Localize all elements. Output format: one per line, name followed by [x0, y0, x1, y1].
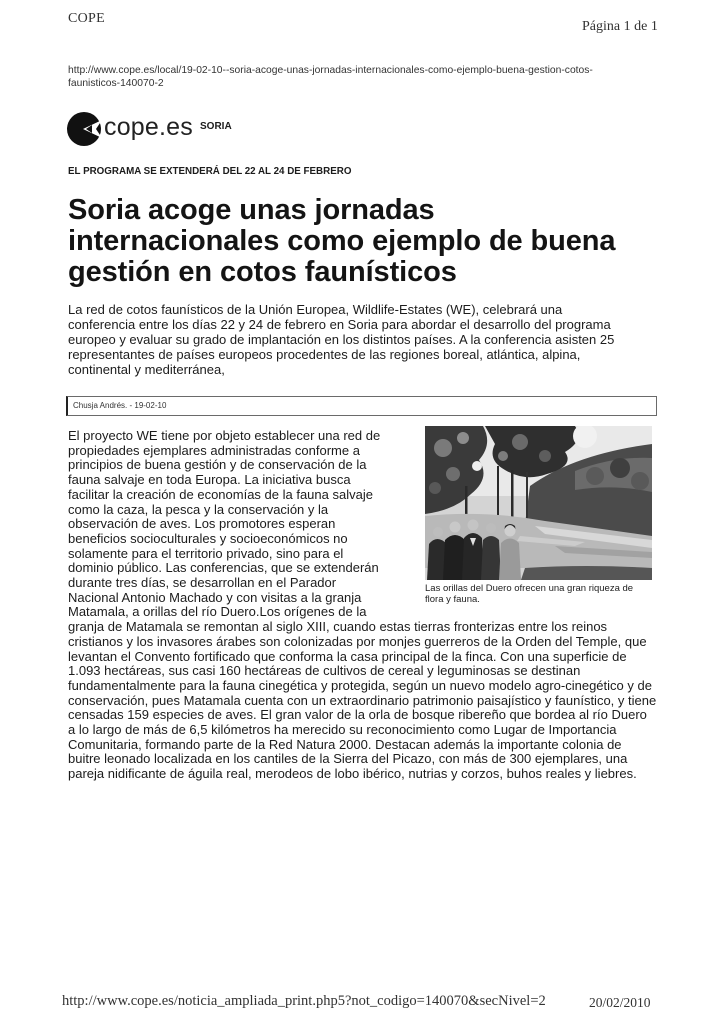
body-line: censadas 159 especies de aves. El gran valor de la orla de bosque ribereño que bordea al río Duero [68, 707, 647, 723]
article-body-column [68, 429, 380, 620]
byline-box [66, 396, 657, 416]
article-headline [68, 195, 615, 288]
body-line: durante tres días, se desarrollan en el Parador [68, 575, 337, 591]
body-line: levantan el Convento fortificado que conforma la casa principal de la finca. Con una superficie de [68, 648, 627, 664]
caption-line: Las orillas del Duero ofrecen una gran riqueza de [425, 583, 634, 594]
photo-caption [425, 583, 633, 605]
body-line: Nacional Antonio Machado y con visitas a la granja [68, 589, 362, 605]
headline-line: gestión en cotos faunísticos [68, 256, 457, 288]
body-line: solamente para el territorio privado, sino para el [68, 545, 344, 561]
lead-line: europeo y evaluar su grado de implantación en los distintos países. A la conferencia asisten 25 [68, 332, 615, 347]
lead-line: conferencia entre los días 22 y 24 de febrero en Soria para abordar el desarrollo del programa [68, 317, 611, 332]
article-body-full [68, 620, 656, 782]
body-line: El proyecto WE tiene por objeto establecer una red de [68, 428, 381, 443]
headline-line: Soria acoge unas jornadas [68, 194, 435, 226]
body-line: como la caza, la pesca y la conservación y la [68, 501, 329, 517]
body-line: granja de Matamala se remontan al siglo XIII, cuando estas tierras fronterizas entre los reinos [68, 619, 608, 635]
source-url-line: faunisticos-140070-2 [68, 78, 164, 89]
source-url [68, 64, 593, 90]
body-line: Comunitaria, formando parte de la Red Natura 2000. Destacan además la importante colonia de [68, 736, 622, 752]
section-label: SORIA [200, 121, 232, 132]
body-line: 1.093 hectáreas, sus casi 160 hectáreas de cultivos de cereal y leguminosas se destinan [68, 663, 581, 679]
body-line: conservación, pues Matamala cuenta con un extraordinario patrimonio paisajístico y faunístico, y tiene [68, 692, 657, 708]
site-logo [66, 110, 266, 148]
headline-line: internacionales como ejemplo de buena [68, 225, 616, 257]
body-line: beneficios socioculturales y socioeconómicos no [68, 530, 348, 546]
article-byline: Chusja Andrés. - 19-02-10 [73, 401, 167, 410]
logo-wordmark: cope.es [104, 113, 193, 141]
body-line: dominio público. Las conferencias, que se extenderán [68, 560, 379, 576]
print-header-page-number: Página 1 de 1 [582, 19, 658, 34]
body-line: facilitar la creación de economías de la fauna salvaje [68, 486, 373, 502]
body-line: fundamentalmente para la fauna cinegética y protegida, según un nuevo modelo agro-cinegético y de [68, 677, 652, 693]
body-line: a lo largo de más de 6,5 kilómetros ha merecido su reconocimiento como Lugar de Importancia [68, 722, 617, 738]
lead-line: La red de cotos faunísticos de la Unión Europea, Wildlife-Estates (WE), celebrará una [68, 302, 563, 317]
body-line: Matamala, a orillas del río Duero.Los orígenes de la [68, 604, 367, 620]
lead-line: representantes de países europeos procedentes de las regiones boreal, atlántica, alpina, [68, 347, 581, 362]
body-line: buitre leonado localizada en los cantiles de la Sierra del Picazo, con más de 300 ejemplares, una [68, 751, 628, 767]
source-url-line: http://www.cope.es/local/19-02-10--soria-acoge-unas-jornadas-internacionales-como-ejemplo-buena-gestion-cotos- [68, 65, 593, 76]
body-line: fauna salvaje en toda Europa. La iniciativa busca [68, 472, 351, 488]
body-line: observación de aves. Los promotores esperan [68, 516, 336, 532]
caption-line: flora y fauna. [425, 594, 480, 605]
body-line: pareja nidificante de águila real, merodeos de lobo ibérico, nutrias y corzos, buhos reales y liebres. [68, 766, 637, 782]
news-photo [425, 426, 652, 580]
lead-line: continental y mediterránea, [68, 362, 225, 377]
cope-logo-icon [66, 111, 102, 147]
print-footer-date: 20/02/2010 [589, 995, 651, 1010]
body-line: cristianos y los invasores árabes son colonizadas por monjes guerreros de la Orden del Temple, que [68, 633, 647, 649]
body-line: principios de buena gestión y de conservación de la [68, 457, 367, 473]
print-footer-url: http://www.cope.es/noticia_ampliada_print.php5?not_codigo=140070&secNivel=2 [62, 993, 546, 1009]
print-header-site: COPE [68, 11, 105, 26]
body-line: propiedades ejemplares administradas conforme a [68, 442, 360, 458]
article-lead [68, 302, 614, 377]
article-kicker: EL PROGRAMA SE EXTENDERÁ DEL 22 AL 24 DE FEBRERO [68, 166, 352, 177]
